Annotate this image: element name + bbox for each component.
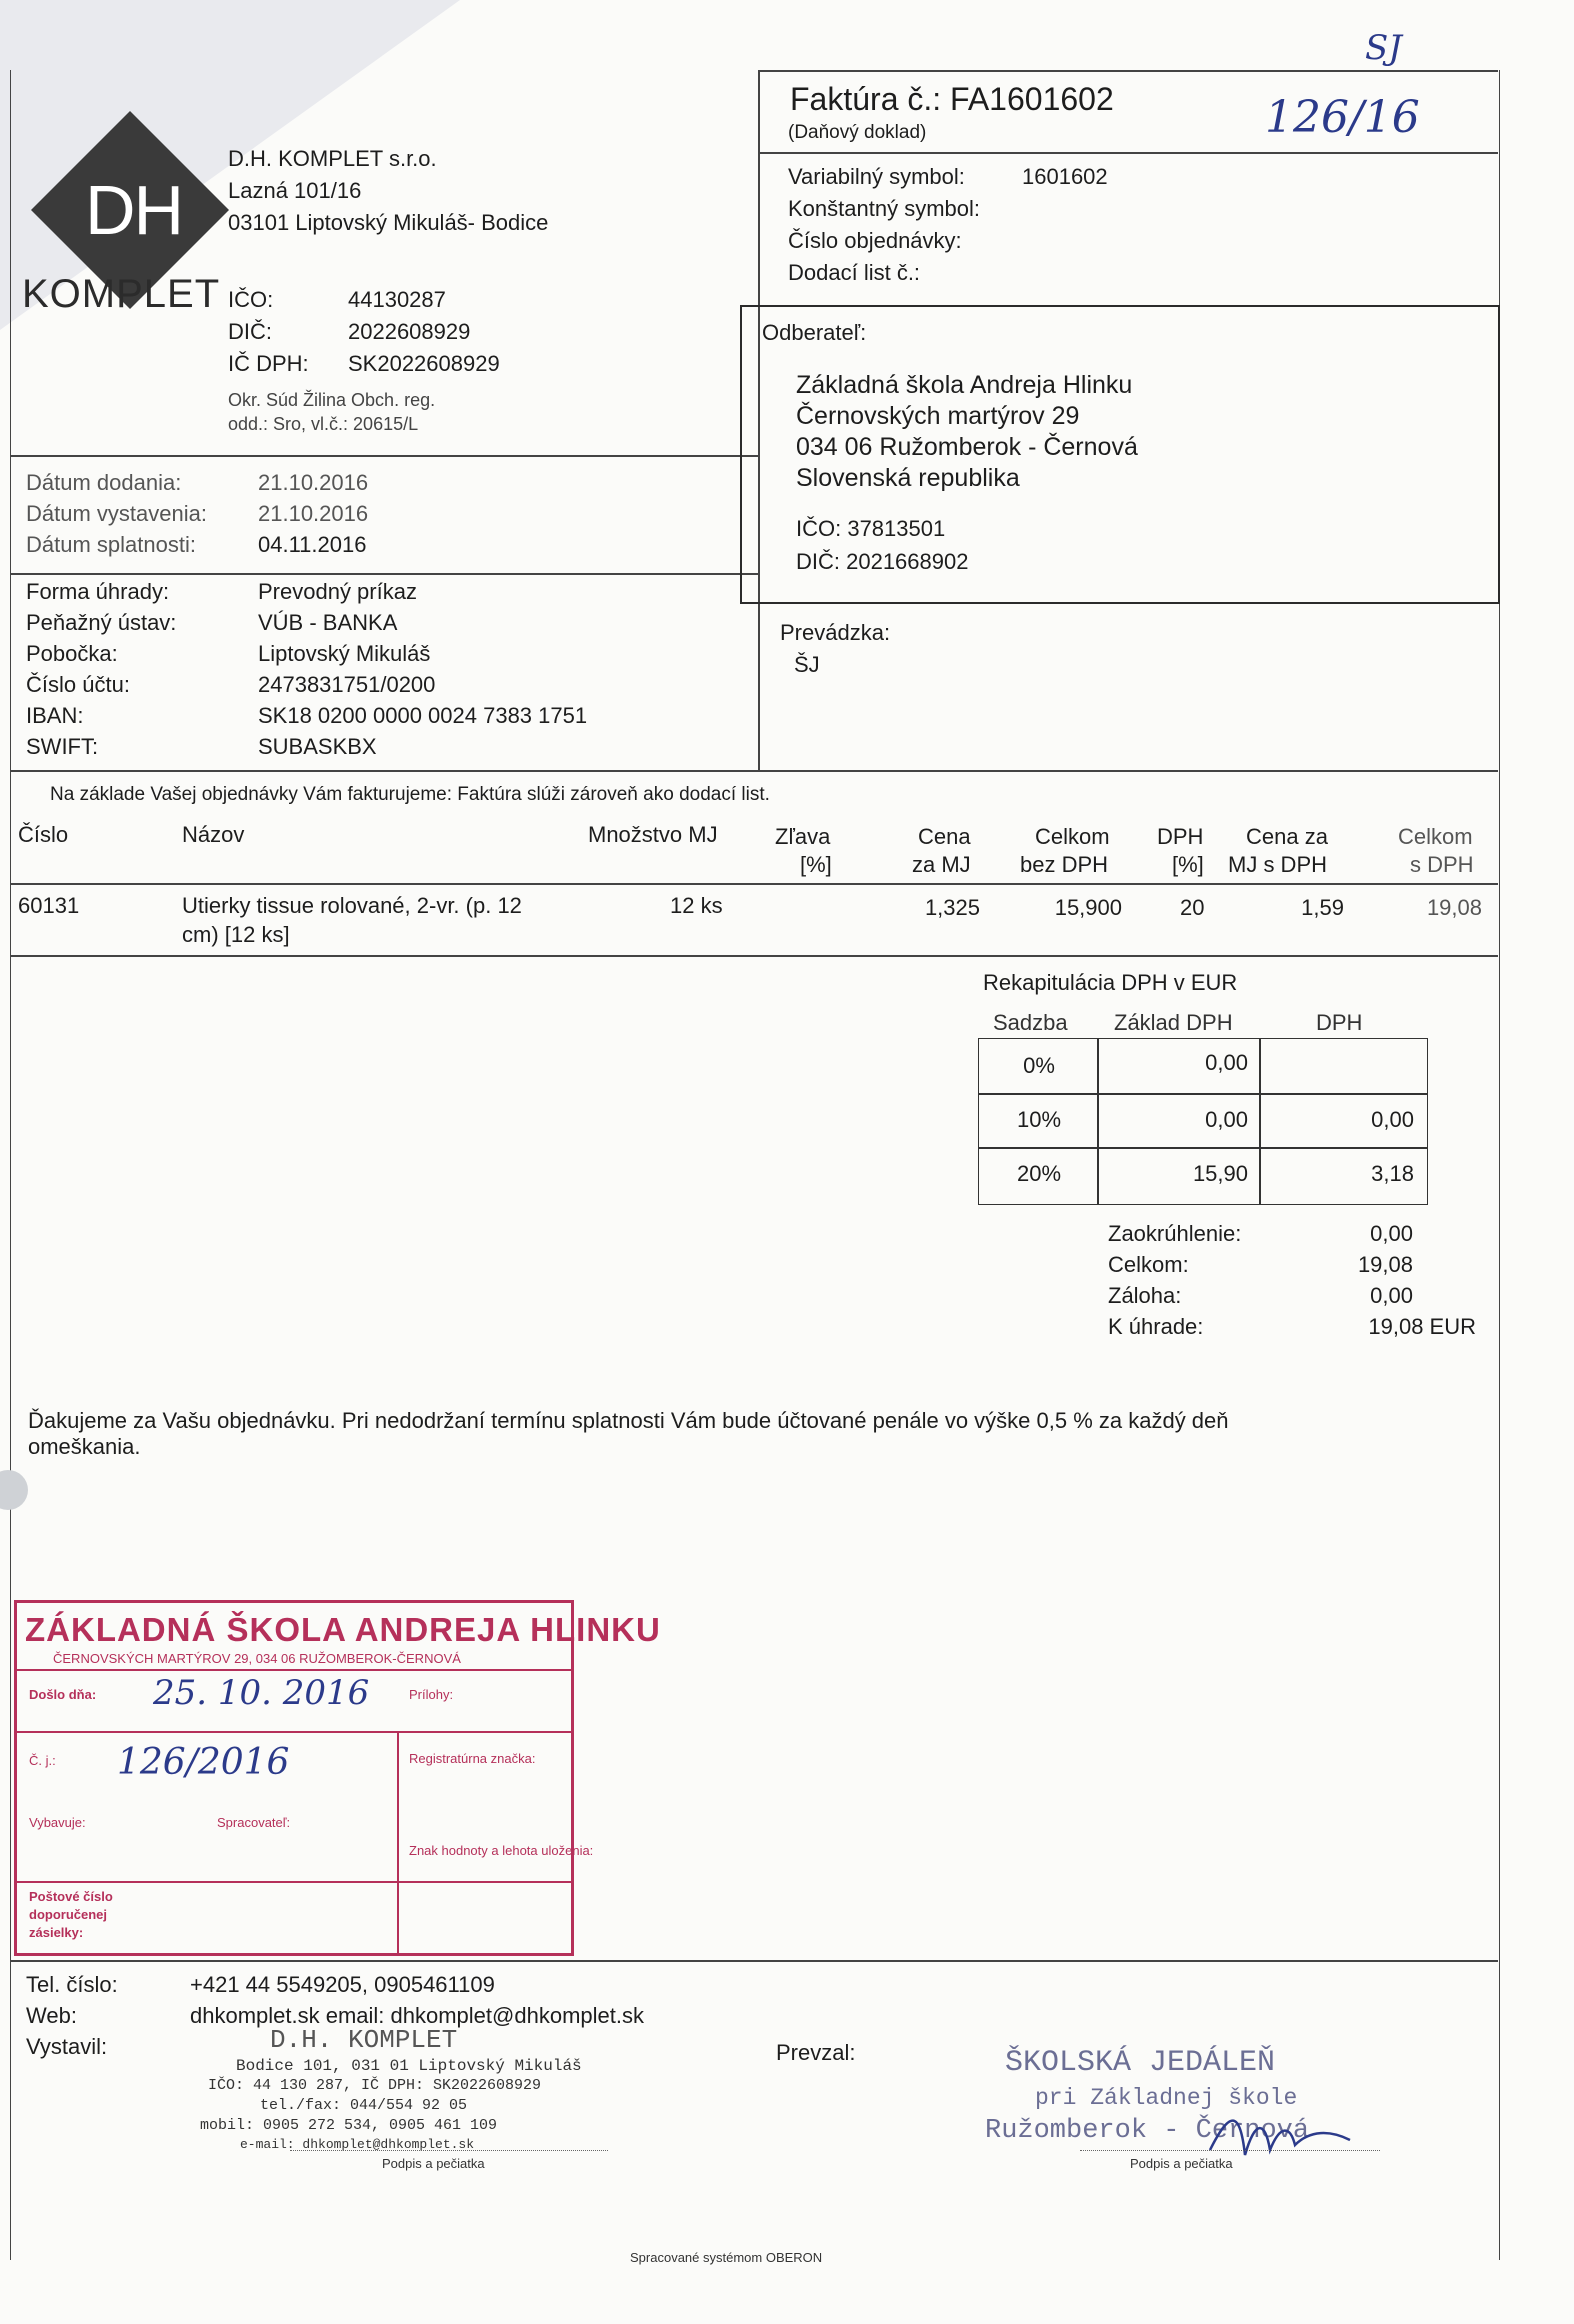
canteen-stamp-line-3: Ružomberok - Černová [985,2116,1310,2146]
vat-base-10: 0,00 [1205,1107,1248,1132]
stamp-handled-label: Vybavuje: [29,1815,86,1830]
signature-caption-right: Podpis a pečiatka [1130,2156,1233,2171]
stamp-post-label-2: doporučenej [29,1907,108,1922]
stamp-registry-label: Registratúrna značka: [409,1751,536,1766]
col-price-vat-2: MJ s DPH [1228,852,1327,877]
col-number: Číslo [18,822,69,847]
received-by-label: Prevzal: [776,2040,856,2065]
canteen-stamp-line-1: ŠKOLSKÁ JEDÁLEŇ [1005,2046,1276,2080]
swift-label: SWIFT: [26,734,99,759]
stamp-number-value: 126/2016 [117,1742,290,1783]
col-total-2: bez DPH [1020,852,1109,877]
customer-street: Černovských martýrov 29 [796,402,1080,430]
amount-due-value: 19,08 EUR [1368,1314,1476,1339]
customer-name: Základná škola Andreja Hlinku [796,371,1133,399]
stamp-line [397,1731,399,1953]
rounding-value: 0,00 [1370,1221,1413,1246]
issued-by-label: Vystavil: [26,2034,108,2059]
col-name: Názov [182,822,245,847]
supplier-registry-2: odd.: Sro, vl.č.: 20615/L [228,414,419,434]
web-label: Web: [26,2003,77,2028]
item-total: 15,900 [1054,895,1122,920]
signature-caption-left: Podpis a pečiatka [382,2156,485,2171]
canteen-stamp-line-2: pri Základnej škole [1035,2085,1298,2111]
deposit-value: 0,00 [1370,1283,1413,1308]
system-caption: Spracované systémom OBERON [630,2250,823,2265]
stamp-line [17,1881,571,1883]
supplier-dic-label: DIČ: [228,319,272,344]
item-vat-rate: 20 [1180,895,1205,920]
bank-label: Peňažný ústav: [26,610,177,635]
corner-mark: SJ [1365,28,1402,68]
supplier-stamp-line-4: tel./fax: 044/554 92 05 [260,2097,468,2114]
stamp-number-label: Č. j.: [29,1753,56,1768]
customer-ico: IČO: 37813501 [796,516,946,541]
swift: SUBASKBX [258,734,377,759]
phone: +421 44 5549205, 0905461109 [190,1972,495,1997]
supplier-divider [10,455,758,457]
item-number: 60131 [18,893,80,918]
order-number-label: Číslo objednávky: [788,228,962,253]
stamp-post-label-1: Poštové číslo [29,1889,113,1904]
vat-header-vat: DPH [1316,1010,1363,1035]
premises-label: Prevádzka: [780,620,891,645]
stamp-line [17,1669,571,1671]
stamp-post-label-3: zásielky: [29,1925,84,1940]
supplier-stamp-line-6: e-mail: dhkomplet@dhkomplet.sk [240,2137,475,2152]
rounding-label: Zaokrúhlenie: [1108,1221,1242,1246]
supplier-stamp-line-1: D.H. KOMPLET [270,2025,458,2055]
invoice-intro: Na základe Vašej objednávky Vám fakturujeme: Faktúra slúži zároveň ako dodací list. [50,784,770,805]
customer-country: Slovenská republika [796,464,1020,492]
branch-label: Pobočka: [26,641,118,666]
vat-base-0: 0,00 [1205,1050,1248,1075]
supplier-icdph: SK2022608929 [348,351,500,376]
invoice-subtitle: (Daňový doklad) [788,122,927,143]
customer-label: Odberateľ: [762,320,867,345]
thanks-line-1: Ďakujeme za Vašu objednávku. Pri nedodržaní termínu splatnosti Vám bude účtované penále vo výške 0,5 % za každý deň [28,1408,1229,1433]
total-label: Celkom: [1108,1252,1189,1277]
stamp-received-label: Došlo dňa: [29,1687,97,1702]
payment-method-label: Forma úhrady: [26,579,170,604]
col-vat-2: [%] [1172,852,1204,877]
due-date-label: Dátum splatnosti: [26,532,196,557]
col-total-vat-1: Celkom [1398,824,1473,849]
account-label: Číslo účtu: [26,672,130,697]
col-total-vat-2: s DPH [1410,852,1474,877]
col-price-1: Cena [918,824,971,849]
signature-line-left [290,2150,608,2151]
amount-due-label: K úhrade: [1108,1314,1204,1339]
col-discount-2: [%] [800,852,832,877]
branch: Liptovský Mikuláš [258,641,431,666]
supplier-name: D.H. KOMPLET s.r.o. [228,146,437,171]
account: 2473831751/0200 [258,672,436,697]
delivery-note-label: Dodací list č.: [788,260,921,285]
supplier-stamp-line-3: IČO: 44 130 287, IČ DPH: SK2022608929 [208,2077,542,2094]
footer-top-line [10,1960,1498,1962]
vat-rate-20: 20% [1016,1161,1062,1186]
premises-value: ŠJ [794,652,820,677]
supplier-stamp-line-2: Bodice 101, 031 01 Liptovský Mikuláš [236,2057,582,2075]
item-name-line-1: Utierky tissue rolované, 2-vr. (p. 12 [182,893,522,918]
handwritten-reg-number: 126/16 [1265,92,1420,143]
const-symbol-label: Konštantný symbol: [788,196,980,221]
item-total-vat: 19,08 [1426,895,1482,920]
payment-method: Prevodný príkaz [258,579,417,604]
col-vat-1: DPH [1157,824,1204,849]
supplier-street: Lazná 101/16 [228,178,362,203]
vat-table-rowline [979,1147,1427,1149]
top-border [758,70,1498,72]
supplier-registry-1: Okr. Súd Žilina Obch. reg. [228,390,436,410]
items-header-line [10,883,1498,885]
delivery-date-label: Dátum dodania: [26,470,182,495]
var-symbol: 1601602 [1022,164,1108,189]
supplier-ico: 44130287 [348,287,446,312]
var-symbol-label: Variabilný symbol: [788,164,965,189]
issue-date: 21.10.2016 [258,501,369,526]
supplier-dic: 2022608929 [348,319,471,344]
header-bottom [10,770,1498,772]
total-value: 19,08 [1357,1252,1413,1277]
item-unit-price-vat: 1,59 [1301,895,1344,920]
title-underline [758,152,1498,154]
customer-dic: DIČ: 2021668902 [796,549,969,574]
stamp-processor-label: Spracovateľ: [217,1815,291,1830]
col-discount-1: Zľava [775,824,831,849]
logo-dh-text: DH [85,171,183,249]
vat-rate-0: 0% [1023,1053,1055,1078]
stamp-retention-label: Znak hodnoty a lehota uloženia: [409,1843,594,1858]
item-name-line-2: cm) [12 ks] [182,922,290,947]
iban: SK18 0200 0000 0024 7383 1751 [258,703,588,728]
items-bottom-line [10,955,1498,957]
bank: VÚB - BANKA [258,610,398,635]
stamp-received-date: 25. 10. 2016 [153,1673,370,1713]
issue-date-label: Dátum vystavenia: [26,501,207,526]
stamp-attachments-label: Prílohy: [409,1687,454,1702]
web-email: dhkomplet.sk email: dhkomplet@dhkomplet.sk [190,2003,644,2028]
deposit-label: Záloha: [1108,1283,1182,1308]
vat-table-rowline [979,1093,1427,1095]
vat-header-rate: Sadzba [993,1010,1068,1035]
customer-city: 034 06 Ružomberok - Černová [796,433,1138,461]
dates-divider [10,573,758,575]
col-quantity: Množstvo MJ [588,822,718,847]
phone-label: Tel. číslo: [26,1972,118,1997]
thanks-line-2: omeškania. [28,1434,141,1459]
logo-komplet-text: KOMPLET [22,272,221,316]
col-total-1: Celkom [1035,824,1110,849]
supplier-city: 03101 Liptovský Mikuláš- Bodice [228,210,549,235]
vat-summary-title: Rekapitulácia DPH v EUR [983,970,1238,995]
supplier-icdph-label: IČ DPH: [228,351,309,376]
stamp-school-name: ZÁKLADNÁ ŠKOLA ANDREJA HLINKU [25,1611,661,1648]
iban-label: IBAN: [26,703,84,728]
item-quantity: 12 ks [670,893,723,918]
col-price-vat-1: Cena za [1246,824,1328,849]
vat-amount-10: 0,00 [1371,1107,1414,1132]
school-registry-stamp [14,1600,661,1956]
vat-amount-20: 3,18 [1371,1161,1414,1186]
supplier-stamp-line-5: mobil: 0905 272 534, 0905 461 109 [200,2117,498,2134]
invoice-title: Faktúra č.: FA1601602 [790,81,1114,117]
vat-header-base: Základ DPH [1114,1010,1233,1035]
supplier-ico-label: IČO: [228,287,274,312]
col-price-2: za MJ [912,852,971,877]
due-date: 04.11.2016 [258,532,367,557]
signature-line-right [1080,2150,1380,2151]
stamp-school-address: ČERNOVSKÝCH MARTÝROV 29, 034 06 RUŽOMBEROK-ČERNOVÁ [53,1651,461,1666]
item-unit-price: 1,325 [924,895,980,920]
vat-rate-10: 10% [1016,1107,1062,1132]
stamp-line [17,1731,571,1733]
vat-base-20: 15,90 [1192,1161,1248,1186]
delivery-date: 21.10.2016 [258,470,369,495]
